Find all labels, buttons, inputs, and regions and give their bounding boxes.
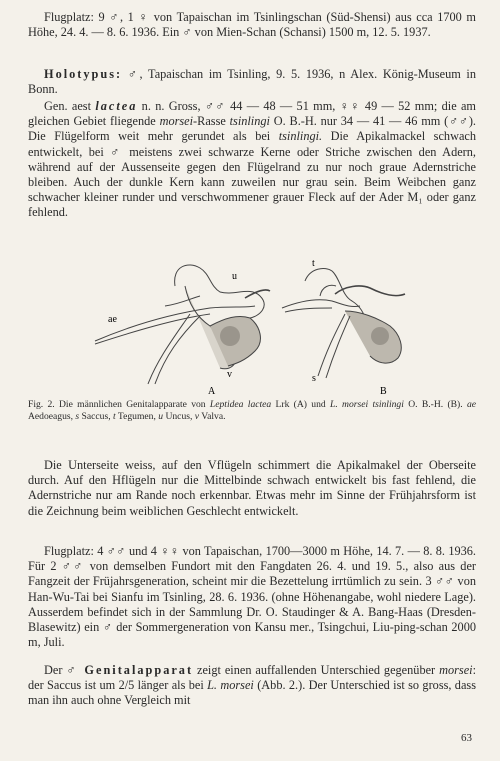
figure-caption	[28, 399, 476, 423]
p5-text: Flugplatz: 4 ♂♂ und 4 ♀♀ von Tapaischan, 1700—3000 m Höhe, 14. 7. — 8. 8. 1936. Für 2 ♂♂ von demselben Fundort mit den Fangdaten 26. 4. und 19. 5., also aus der Fangzeit der Früjahrsgeneration, scheint mir die Bezettelung irrtümlich zu sein. 3 ♂♂ von Han-Wu-Tai bei Sianfu im Tsinling, 28. 6. 1936. (ohne Höhenangabe, wohl niedere Lage). Ausserdem befindet sich in der Sammlung Dr. O. Staudinger & A. Bang-Haas (Dresden-Blasewitz) ein ♂ der Sommergeneration von Kansu mer., Tsingchui, Liu-ping-schan 2000 m, Juli.	[28, 544, 476, 650]
paragraph-description	[28, 99, 476, 221]
label-b: B	[380, 386, 387, 394]
p1-line1: Flugplatz: 9 ♂, 1 ♀ von Tapaischan im Tsinlingschan (Süd-Shensi) aus	[44, 10, 412, 24]
label-t: t	[312, 258, 315, 269]
genitalia-figure	[60, 256, 460, 394]
caption-start: Fig. 2. Die männlichen Genitalapparate von	[28, 399, 210, 410]
p6-t1: zeigt einen auffallenden Unterschied gegenüber	[193, 663, 440, 677]
paragraph-flugplatz-1	[28, 10, 476, 40]
p6-genitalapparat: ♂ Genitalapparat	[66, 663, 194, 677]
caption-v: v	[194, 411, 200, 422]
label-ae: ae	[108, 314, 117, 325]
paragraph-genitalapparat	[28, 663, 476, 709]
caption-u-text: Uncus,	[163, 411, 195, 422]
caption-s: s	[75, 411, 80, 422]
caption-ae: ae	[466, 399, 476, 410]
p3-mid1: -Rasse	[193, 114, 230, 129]
caption-u: u	[158, 411, 164, 422]
p3-tsinlingi2: tsinlingi.	[278, 129, 323, 144]
holotypus-text: ♂, Tapaischan im Tsinling, 9. 5. 1936, n Alex. König-Museum in Bonn.	[28, 67, 476, 97]
caption-mid: Lrk (A) und	[271, 399, 330, 410]
paragraph-underside	[28, 458, 476, 519]
figure-a-drawing	[95, 265, 270, 384]
p6-morsei: morsei	[439, 663, 473, 677]
caption-t: t	[113, 411, 116, 422]
label-u: u	[232, 271, 237, 282]
p3-rest2: Die Apikalmackel schwach entwickelt, bei ♂ meistens zwei schwarze Kerne oder Striche zwischen den Adern, während auf der Aussenseite gegen den Flügelrand zu nur noch graue Adernstriche bleiben. Auch der dunkle Kern kann zuweilen nur grau sein. Beim Weibchen ganz schwacher kleiner runder und verschwommener grauer Fleck auf der Ader M₁ oder ganz fehlend.	[28, 129, 477, 220]
paragraph-holotypus	[28, 67, 476, 97]
figure-b-drawing	[282, 268, 405, 378]
p1-line2: cca 1700 m Höhe, 24. 4. — 8. 6. 1936. Ein ♂ von Mien-Schan (Schansi)	[28, 10, 476, 40]
p3-after-name: n. n. Gross, ♂♂ 44 — 48 — 51 mm, ♀♀ 49 — 52 mm; die am gleichen Gebiet fliegende	[28, 99, 476, 129]
caption-t-text: Tegumen,	[115, 411, 159, 422]
caption-s-text: Saccus,	[79, 411, 113, 422]
p6-prefix: Der	[44, 663, 67, 677]
p3-tsinlingi: tsinlingi	[229, 114, 270, 129]
label-a: A	[208, 386, 216, 394]
caption-species-1: Leptidea lactea	[209, 399, 272, 410]
p6-t3: (Abb. 2.). Der Unterschied ist so gross, dass man ihn auch ohne Vergleich mit	[28, 678, 476, 708]
caption-ae-text: Aedoeagus,	[28, 411, 76, 422]
p6-t2: : der Saccus ist um 2/5 länger als bei	[28, 663, 476, 693]
p6-lmorsei: L. morsei	[207, 678, 254, 693]
p3-morsei: morsei	[159, 114, 194, 129]
label-v: v	[227, 369, 232, 380]
p3-prefix: Gen. aest	[44, 99, 96, 113]
page-number: 63	[461, 732, 472, 744]
paragraph-flugplatz-2	[28, 544, 476, 650]
caption-end: O. B.-H. (B).	[403, 399, 467, 410]
holotypus-label: Holotypus:	[44, 67, 123, 81]
caption-v-text: Valva.	[199, 411, 226, 422]
p4-text: Die Unterseite weiss, auf den Vflügeln schimmert die Apikalmakel der Oberseite durch. Auf den Hflügeln nur die Mittelbinde schwach entwickelt bis fast fehlend, die Adernstriche nur am Rande noch erkennbar. Etwas mehr im Sinne der Frühjahrsform ist die Zeichnung beim weiblichen Geschlecht entwickelt.	[28, 458, 476, 518]
p1-line3: 1500 m, 12. 5. 1937.	[328, 25, 431, 40]
label-s: s	[312, 373, 316, 384]
caption-species-2: L. morsei tsinlingi	[330, 399, 404, 410]
species-name: lactea	[95, 99, 138, 113]
p3-rest: O. B.-H. nur 34 — 41 — 46 mm (♂♂). Die Flügelform weit mehr gerundet als bei	[28, 114, 476, 144]
